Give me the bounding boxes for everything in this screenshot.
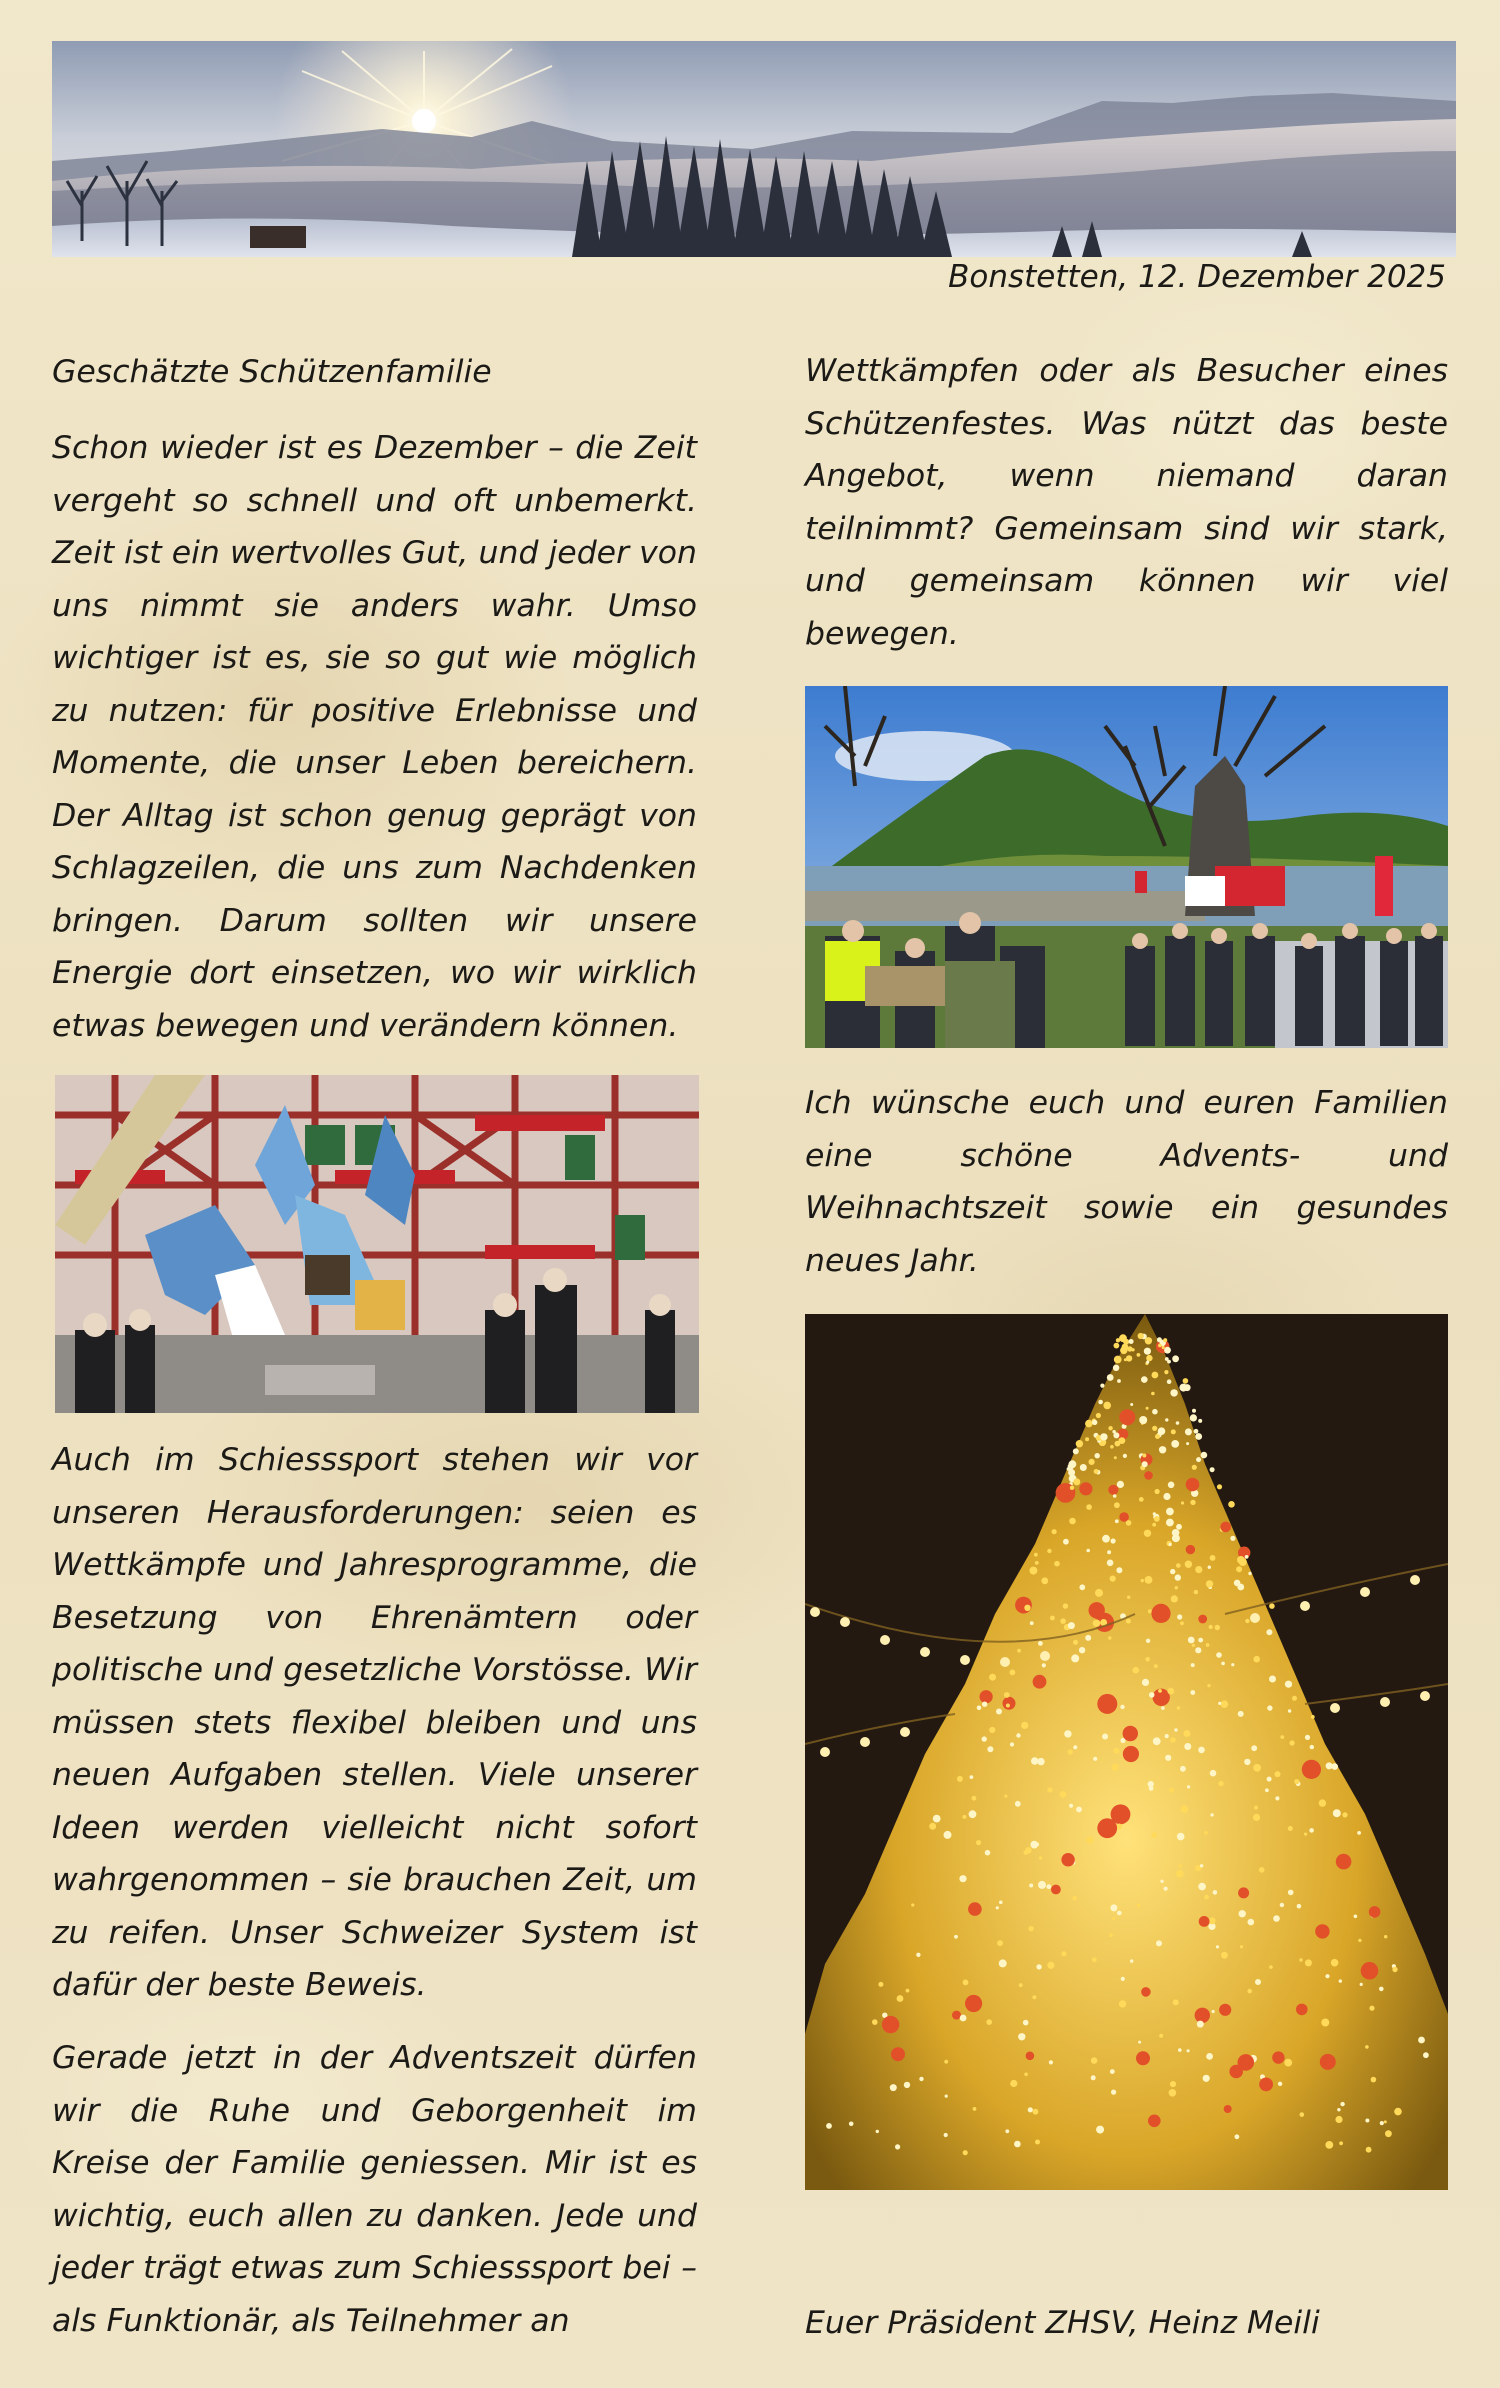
christmas-tree-photo <box>805 1314 1448 2190</box>
letter-paragraph-3-continued: Wettkämpfen oder als Besucher eines Schützenfestes. Was nützt das beste Angebot, wenn niemand daran teilnimmt? Gemeinsam sind wir stark, und gemeinsam können wir viel bewegen. <box>805 353 1448 652</box>
lake-shooting-event-photo <box>805 686 1448 1048</box>
flag-parade-photo <box>55 1075 699 1413</box>
letter-greeting: Geschätzte Schützenfamilie <box>52 354 492 390</box>
letter-paragraph-4: Ich wünsche euch und euren Familien eine schöne Advents- und Weihnachtszeit sowie ein gesundes neues Jahr. <box>805 1085 1448 1279</box>
letter-date: Bonstetten, 12. Dezember 2025 <box>948 259 1446 295</box>
banner-winter-landscape-photo <box>52 41 1456 257</box>
letter-paragraph-3: Gerade jetzt in der Adventszeit dürfen wir die Ruhe und Geborgenheit im Kreise der Familie geniessen. Mir ist es wichtig, euch allen zu danken. Jede und jeder trägt etwas zum Schiesssport bei – als Funktionär, als Teilnehmer an <box>52 2040 697 2339</box>
letter-paragraph-2: Auch im Schiesssport stehen wir vor unseren Herausforderungen: seien es Wettkämpfe und Jahresprogramme, die Besetzung von Ehrenämtern oder politische und gesetzliche Vorstösse. Wir müssen stets flexibel bleiben und uns neuen Aufgaben stellen. Viele unserer Ideen werden vielleicht nicht sofort wahrgenommen – sie brauchen Zeit, um zu reifen. Unser Schweizer System ist dafür der beste Beweis. <box>52 1442 697 2003</box>
letter-signature: Euer Präsident ZHSV, Heinz Meili <box>805 2305 1320 2341</box>
letter-paragraph-1: Schon wieder ist es Dezember – die Zeit vergeht so schnell und oft unbemerkt. Zeit ist ein wertvolles Gut, und jeder von uns nimmt sie anders wahr. Umso wichtiger ist es, sie so gut wie möglich zu nutzen: für positive Erlebnisse und Momente, die unser Leben bereichern. Der Alltag ist schon genug geprägt von Schlagzeilen, die uns zum Nachdenken bringen. Darum sollten wir unsere Energie dort einsetzen, wo wir wirklich etwas bewegen und verändern können. <box>52 430 697 1044</box>
